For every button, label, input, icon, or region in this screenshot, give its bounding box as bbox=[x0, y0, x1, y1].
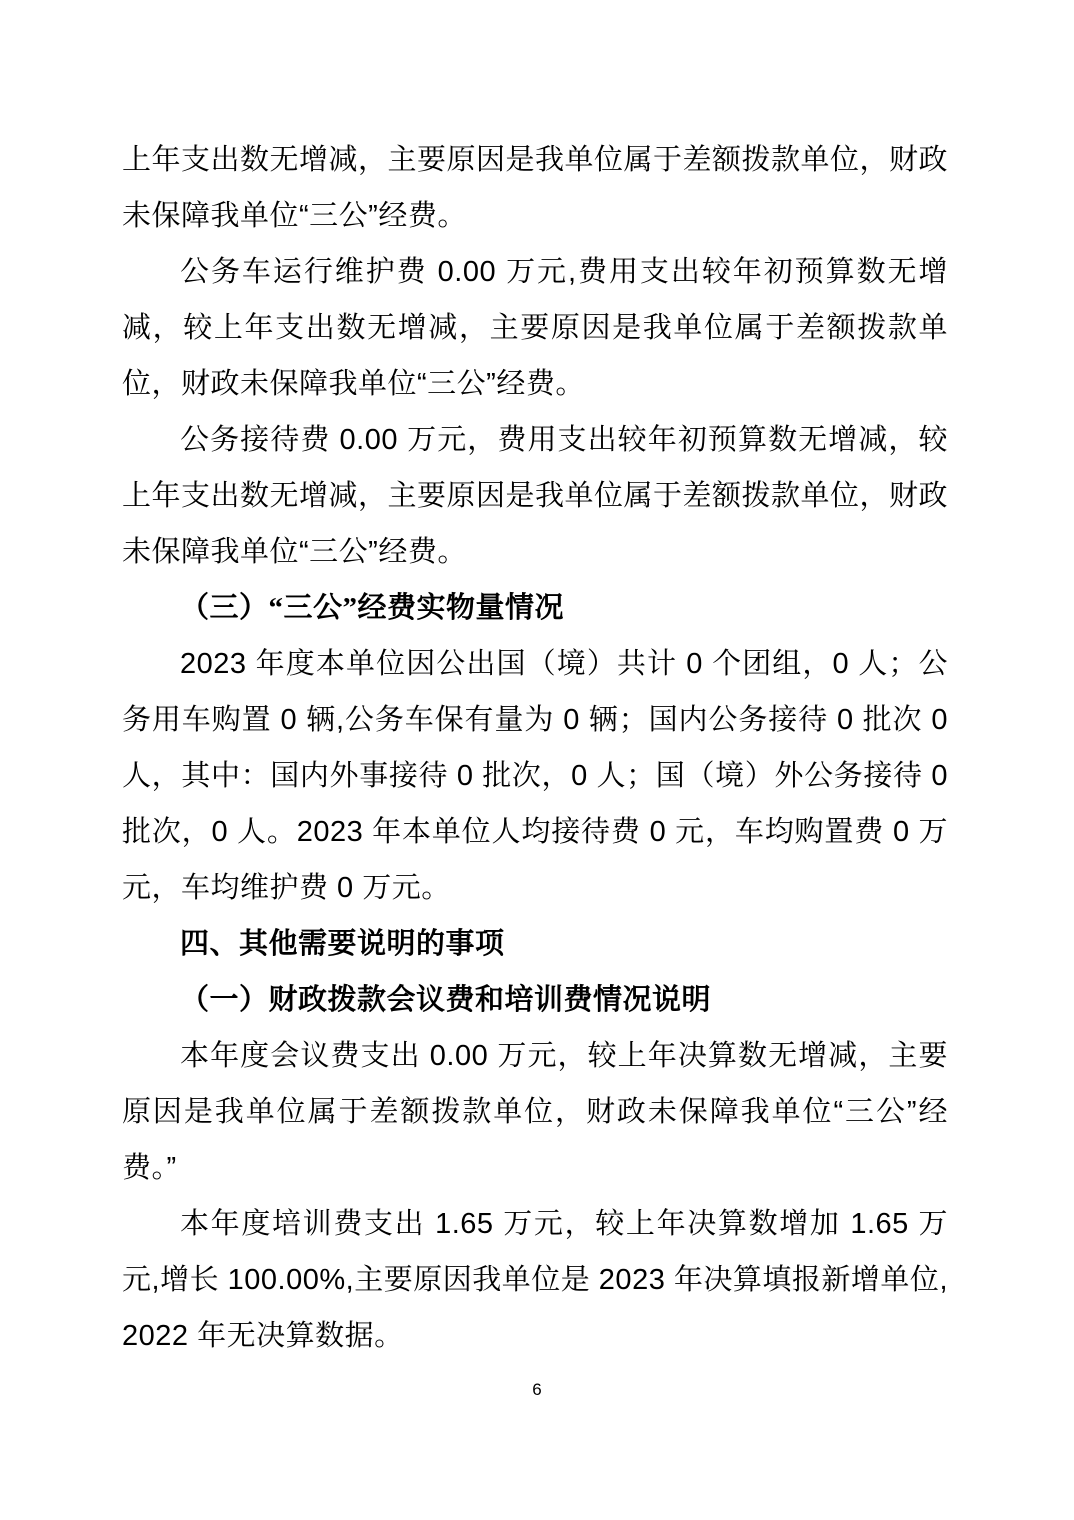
paragraph-training-fee: 本年度培训费支出 1.65 万元，较上年决算数增加 1.65 万元,增长 100.00%,主要原因我单位是 2023 年决算填报新增单位,2022 年无决算数据。 bbox=[122, 1208, 948, 1352]
heading-meeting-and-training-fee-explanation: （一）财政拨款会议费和培训费情况说明 bbox=[180, 984, 712, 1016]
paragraph-meeting-fee: 本年度会议费支出 0.00 万元，较上年决算数无增减，主要原因是我单位属于差额拨款单位，财政未保障我单位“三公”经费。” bbox=[122, 1040, 948, 1184]
heading-three-public-expenses-physical-quantity: （三）“三公”经费实物量情况 bbox=[180, 592, 565, 624]
document-body bbox=[122, 132, 948, 1364]
paragraph-physical-quantity-details: 2023 年度本单位因公出国（境）共计 0 个团组，0 人；公务用车购置 0 辆,公务车保有量为 0 辆；国内公务接待 0 批次 0 人，其中：国内外事接待 0 批次，0 人；国（境）外公务接待 0 批次，0 人。2023 年本单位人均接待费 0 元，车均购置费 0 万元，车均维护费 0 万元。 bbox=[122, 648, 948, 904]
paragraph-official-vehicle-maintenance-fee: 公务车运行维护费 0.00 万元,费用支出较年初预算数无增减，较上年支出数无增减，主要原因是我单位属于差额拨款单位，财政未保障我单位“三公”经费。 bbox=[122, 256, 948, 400]
page-number: 6 bbox=[532, 1380, 542, 1399]
heading-other-matters: 四、其他需要说明的事项 bbox=[180, 928, 505, 960]
paragraph-official-reception-fee: 公务接待费 0.00 万元，费用支出较年初预算数无增减，较上年支出数无增减，主要原因是我单位属于差额拨款单位，财政未保障我单位“三公”经费。 bbox=[122, 424, 949, 568]
paragraph-continuation-from-previous-page: 上年支出数无增减，主要原因是我单位属于差额拨款单位，财政未保障我单位“三公”经费。 bbox=[122, 144, 949, 232]
